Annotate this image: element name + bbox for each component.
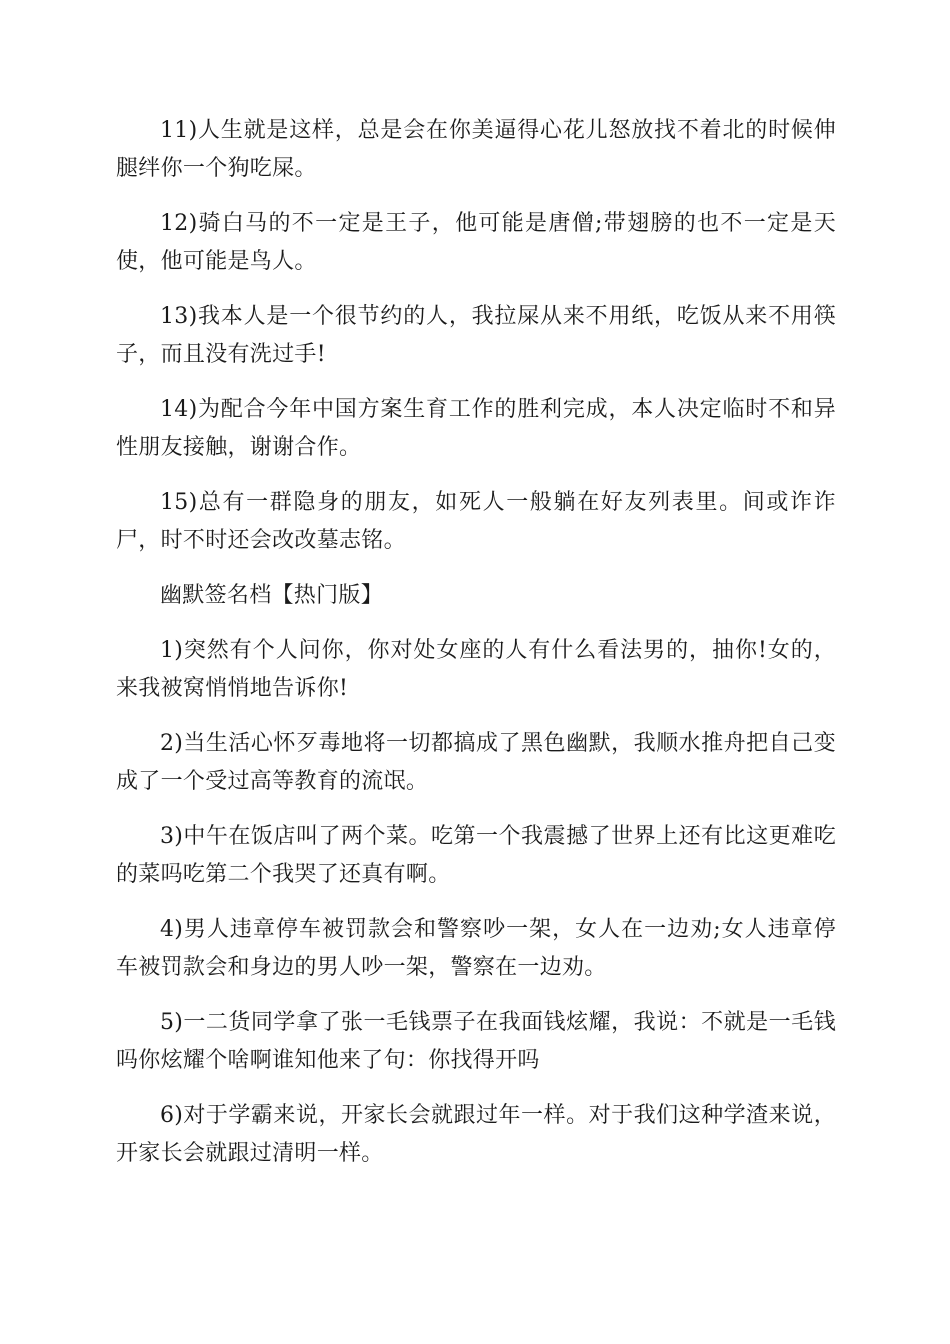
paragraph-5: 5)一二货同学拿了张一毛钱票子在我面钱炫耀，我说：不就是一毛钱吗你炫耀个啥啊谁知他来了句：你找得开吗 xyxy=(116,1010,836,1073)
paragraph-14: 14)为配合今年中国方案生育工作的胜利完成，本人决定临时不和异性朋友接触，谢谢合作。 xyxy=(116,397,836,460)
paragraph-12: 12)骑白马的不一定是王子，他可能是唐僧;带翅膀的也不一定是天使，他可能是鸟人。 xyxy=(116,211,836,274)
paragraph-11: 11)人生就是这样，总是会在你美逼得心花儿怒放找不着北的时候伸腿绊你一个狗吃屎。 xyxy=(116,118,836,181)
document-page xyxy=(116,112,836,1190)
paragraph-13: 13)我本人是一个很节约的人，我拉屎从来不用纸，吃饭从来不用筷子，而且没有洗过手! xyxy=(116,304,836,367)
paragraph-15: 15)总有一群隐身的朋友，如死人一般躺在好友列表里。间或诈诈尸，时不时还会改改墓志铭。 xyxy=(116,490,836,553)
paragraph-6: 6)对于学霸来说，开家长会就跟过年一样。对于我们这种学渣来说，开家长会就跟过清明一样。 xyxy=(116,1103,836,1166)
paragraph-1: 1)突然有个人问你，你对处女座的人有什么看法男的，抽你!女的，来我被窝悄悄地告诉你! xyxy=(116,638,836,701)
paragraph-4: 4)男人违章停车被罚款会和警察吵一架，女人在一边劝;女人违章停车被罚款会和身边的男人吵一架，警察在一边劝。 xyxy=(116,917,836,980)
paragraph-2: 2)当生活心怀歹毒地将一切都搞成了黑色幽默，我顺水推舟把自己变成了一个受过高等教育的流氓。 xyxy=(116,731,836,794)
paragraph-3: 3)中午在饭店叫了两个菜。吃第一个我震撼了世界上还有比这更难吃的菜吗吃第二个我哭了还真有啊。 xyxy=(116,824,836,887)
section-heading: 幽默签名档【热门版】 xyxy=(160,583,384,608)
